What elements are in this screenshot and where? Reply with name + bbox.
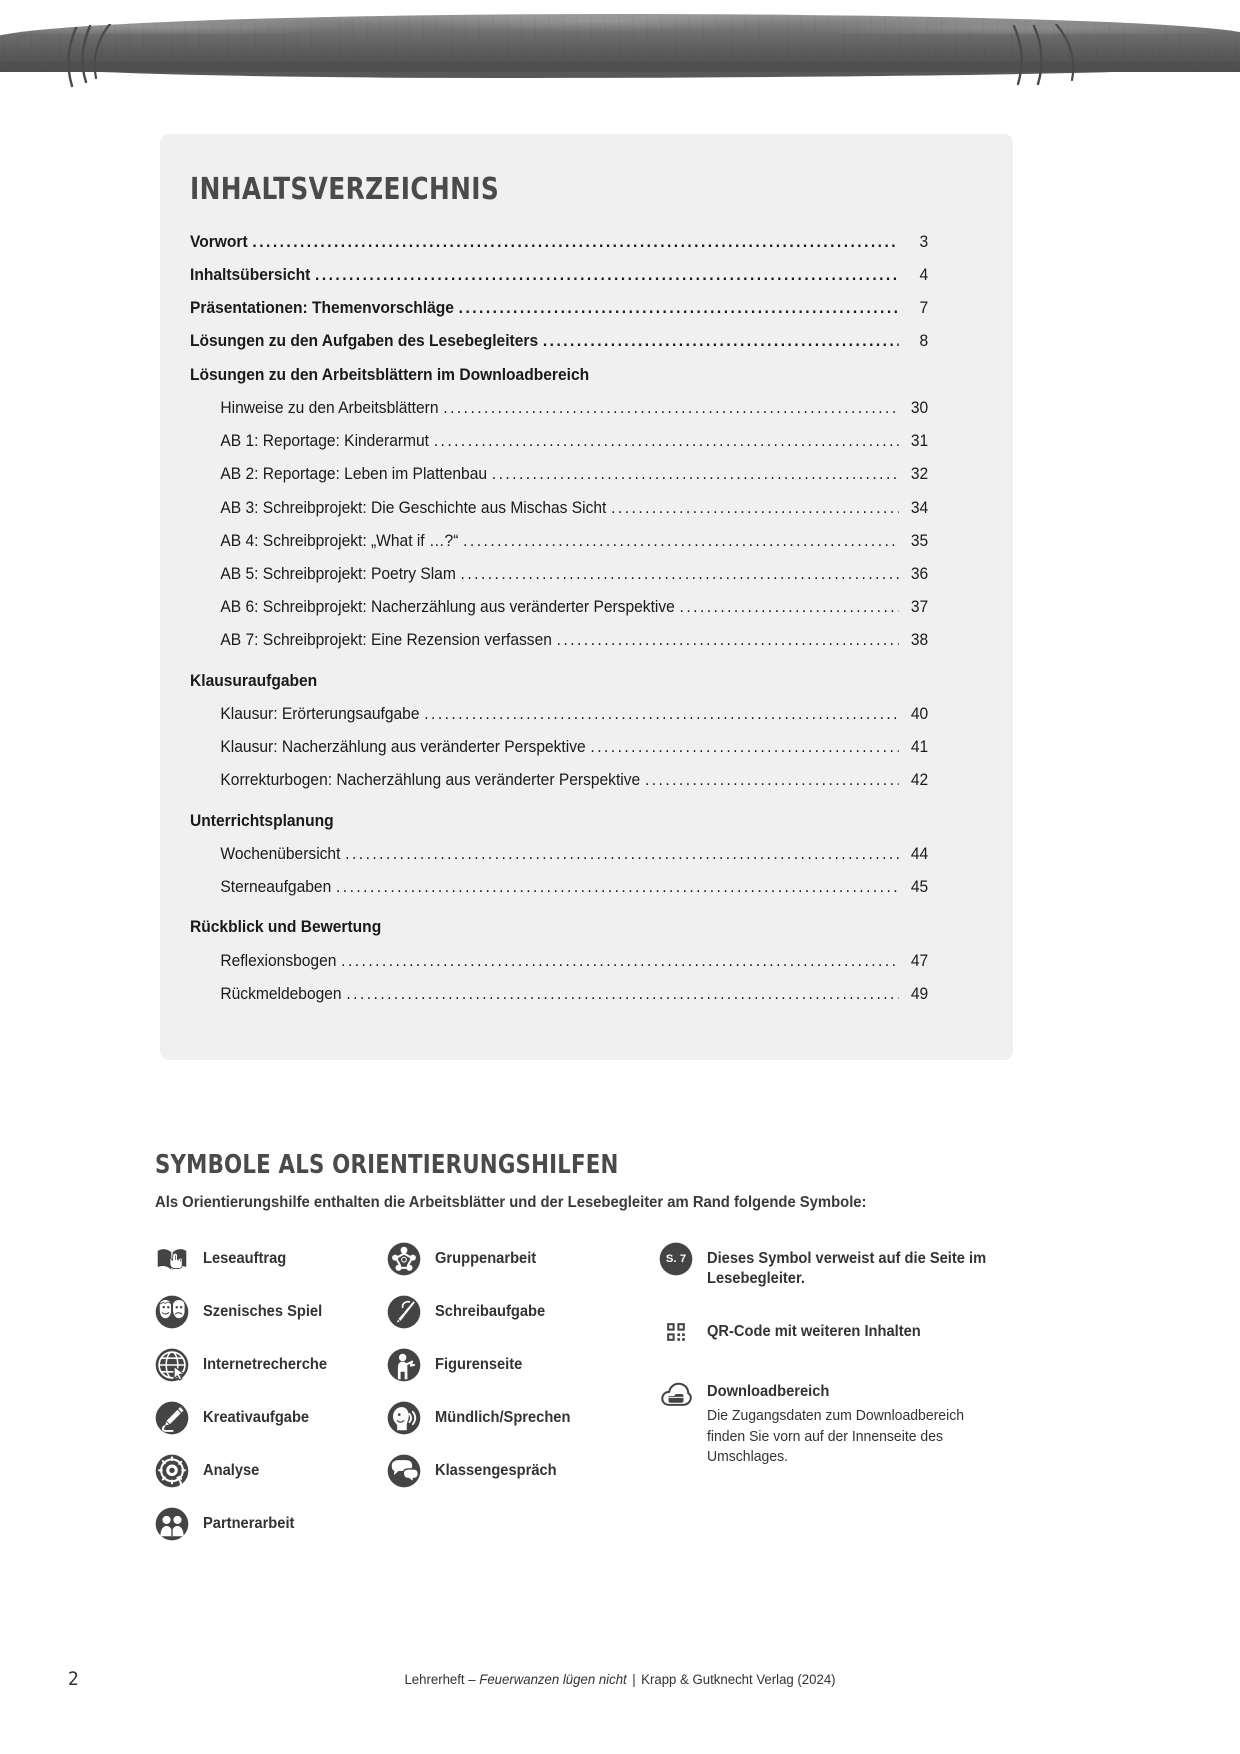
toc-entry-page-number: 45 bbox=[910, 877, 929, 896]
cloud-download-icon bbox=[659, 1379, 693, 1413]
symbols-column-1 bbox=[155, 1242, 387, 1560]
toc-entry-label: Lösungen zu den Aufgaben des Lesebegleiters bbox=[190, 332, 539, 351]
theatre-masks-icon bbox=[155, 1295, 189, 1329]
symbol-legend-item bbox=[387, 1295, 659, 1333]
toc-entry-page-number: 44 bbox=[910, 844, 929, 863]
pencil-icon bbox=[155, 1401, 189, 1435]
footer-credit-separator: | bbox=[628, 1672, 640, 1688]
symbol-legend-label: Leseauftrag bbox=[203, 1250, 287, 1267]
symbol-legend-label: Szenisches Spiel bbox=[203, 1303, 323, 1320]
toc-entry-page-number: 47 bbox=[910, 951, 929, 970]
page-reference-badge bbox=[659, 1242, 693, 1276]
toc-leader-dots bbox=[336, 876, 899, 892]
page-title: INHALTSVERZEICHNIS bbox=[190, 172, 500, 207]
toc-entry-label: AB 3: Schreibprojekt: Die Geschichte aus Mischas Sicht bbox=[220, 498, 607, 517]
toc-entry-label: Korrekturbogen: Nacherzählung aus veränderter Perspektive bbox=[220, 771, 641, 790]
footer-credit-prefix: Lehrerheft – bbox=[404, 1672, 480, 1688]
symbol-legend-item bbox=[659, 1315, 999, 1353]
toc-entry[interactable] bbox=[190, 530, 928, 552]
toc-entry[interactable] bbox=[190, 264, 928, 286]
symbol-legend-label: Internetrecherche bbox=[203, 1356, 328, 1373]
toc-entry[interactable] bbox=[190, 950, 928, 972]
group-people-icon bbox=[387, 1242, 421, 1276]
toc-leader-dots bbox=[557, 629, 899, 645]
toc-leader-dots bbox=[252, 231, 898, 247]
symbol-legend-item bbox=[155, 1242, 387, 1280]
toc-entry-page-number: 3 bbox=[919, 233, 929, 251]
toc-entry[interactable] bbox=[190, 669, 928, 692]
toc-entry-page-number: 30 bbox=[910, 399, 929, 418]
toc-entry-label: Klausur: Nacherzählung aus veränderter Perspektive bbox=[220, 737, 586, 756]
toc-entry[interactable] bbox=[190, 629, 928, 651]
toc-entry-label: Präsentationen: Themenvorschläge bbox=[190, 299, 454, 318]
toc-entry-label: Lösungen zu den Arbeitsblättern im Downloadbereich bbox=[190, 365, 590, 384]
toc-entry[interactable] bbox=[190, 596, 928, 618]
toc-entry-label: AB 2: Reportage: Leben im Plattenbau bbox=[220, 465, 488, 484]
toc-leader-dots bbox=[386, 916, 899, 932]
toc-entry[interactable] bbox=[190, 231, 928, 253]
toc-leader-dots bbox=[443, 397, 898, 413]
symbol-legend-item bbox=[387, 1242, 659, 1280]
toc-entry-page-number: 37 bbox=[910, 597, 929, 616]
toc-entry-page-number: 49 bbox=[910, 984, 929, 1003]
toc-entry[interactable] bbox=[190, 843, 928, 865]
toc-entry-label: Hinweise zu den Arbeitsblättern bbox=[220, 399, 439, 418]
symbol-legend-label: Partnerarbeit bbox=[203, 1515, 295, 1532]
symbol-legend-text-block bbox=[707, 1379, 999, 1468]
toc-leader-dots bbox=[345, 843, 899, 859]
toc-entry[interactable] bbox=[190, 769, 928, 791]
toc-entry[interactable] bbox=[190, 297, 928, 319]
footer-credit-title: Feuerwanzen lügen nicht bbox=[479, 1672, 627, 1688]
symbol-legend-label: Kreativaufgabe bbox=[203, 1409, 310, 1426]
toc-entry-label: AB 1: Reportage: Kinderarmut bbox=[220, 432, 429, 451]
toc-leader-dots bbox=[341, 950, 899, 966]
symbol-legend-label: QR-Code mit weiteren Inhalten bbox=[707, 1323, 921, 1341]
standing-figure-icon bbox=[387, 1348, 421, 1382]
fountain-pen-icon bbox=[387, 1295, 421, 1329]
symbol-legend-item bbox=[155, 1348, 387, 1386]
symbol-legend-label: Dieses Symbol verweist auf die Seite im Lesebegleiter. bbox=[707, 1250, 987, 1288]
toc-leader-dots bbox=[338, 809, 898, 825]
toc-leader-dots bbox=[590, 736, 898, 752]
toc-leader-dots bbox=[322, 669, 899, 685]
toc-entry-label: AB 5: Schreibprojekt: Poetry Slam bbox=[220, 564, 456, 583]
toc-entry-page-number: 38 bbox=[910, 631, 929, 650]
symbol-legend-item bbox=[155, 1507, 387, 1545]
toc-entry[interactable] bbox=[190, 809, 928, 832]
symbols-column-3 bbox=[659, 1242, 999, 1560]
two-people-icon bbox=[155, 1507, 189, 1541]
toc-entry-label: Klausuraufgaben bbox=[190, 671, 318, 690]
toc-entry-label: Reflexionsbogen bbox=[220, 951, 337, 970]
symbols-heading: SYMBOLE ALS ORIENTIERUNGSHILFEN bbox=[155, 1150, 619, 1180]
toc-entry[interactable] bbox=[190, 916, 928, 939]
toc-entry-label: Sterneaufgaben bbox=[220, 877, 332, 896]
symbol-legend-item bbox=[387, 1348, 659, 1386]
toc-leader-dots bbox=[680, 596, 899, 612]
symbol-legend-item bbox=[155, 1454, 387, 1492]
toc-entry-page-number: 32 bbox=[910, 465, 929, 484]
gear-target-icon bbox=[155, 1454, 189, 1488]
toc-leader-dots bbox=[315, 264, 899, 280]
symbol-legend-label: Downloadbereich bbox=[707, 1383, 830, 1401]
book-hand-icon bbox=[155, 1242, 189, 1276]
speaking-head-icon bbox=[387, 1401, 421, 1435]
symbols-column-2 bbox=[387, 1242, 659, 1560]
toc-leader-dots bbox=[645, 769, 899, 785]
page-footer bbox=[0, 1668, 1240, 1698]
toc-entry-label: Klausur: Erörterungsaufgabe bbox=[220, 704, 420, 723]
toc-entry-label: Rückmeldebogen bbox=[220, 984, 342, 1003]
toc-entry-page-number: 34 bbox=[910, 498, 929, 517]
toc-entry-page-number: 8 bbox=[919, 332, 929, 351]
toc-entry[interactable] bbox=[190, 463, 928, 485]
toc-entry-label: AB 6: Schreibprojekt: Nacherzählung aus veränderter Perspektive bbox=[220, 597, 675, 616]
symbol-legend-item bbox=[387, 1454, 659, 1492]
toc-entry[interactable] bbox=[190, 703, 928, 725]
toc-entry-label: Vorwort bbox=[190, 233, 248, 251]
toc-entry-page-number: 4 bbox=[919, 266, 929, 285]
toc-leader-dots bbox=[434, 430, 899, 446]
toc-entry-label: AB 7: Schreibprojekt: Eine Rezension verfassen bbox=[220, 631, 552, 650]
symbol-legend-label: Gruppenarbeit bbox=[435, 1250, 537, 1267]
globe-cursor-icon bbox=[155, 1348, 189, 1382]
toc-leader-dots bbox=[543, 330, 899, 346]
symbol-legend-label: Figurenseite bbox=[435, 1356, 523, 1373]
symbol-legend-description: Die Zugangsdaten zum Downloadbereich finden Sie vorn auf der Innenseite des Umschlages. bbox=[707, 1408, 965, 1466]
toc-entry[interactable] bbox=[190, 876, 928, 898]
footer-credit-publisher: Krapp & Gutknecht Verlag (2024) bbox=[641, 1672, 836, 1688]
symbol-legend-label: Analyse bbox=[203, 1462, 260, 1479]
toc-leader-dots bbox=[459, 297, 899, 313]
toc-leader-dots bbox=[594, 364, 899, 380]
qr-code-icon bbox=[659, 1315, 693, 1349]
toc-entry-label: Wochenübersicht bbox=[220, 844, 341, 863]
symbols-subtitle: Als Orientierungshilfe enthalten die Arbeitsblätter und der Lesebegleiter am Rand folgende Symbole: bbox=[155, 1194, 867, 1211]
toc-entry-page-number: 35 bbox=[910, 531, 929, 550]
toc-entry-page-number: 7 bbox=[919, 299, 929, 318]
symbols-columns bbox=[155, 1242, 1035, 1560]
toc-entry[interactable] bbox=[190, 497, 928, 519]
footer-credit bbox=[43, 1672, 1196, 1688]
toc-entry[interactable] bbox=[190, 563, 928, 585]
table-of-contents-card bbox=[160, 134, 1013, 1060]
toc-entry-page-number: 31 bbox=[910, 432, 929, 451]
speech-bubbles-icon bbox=[387, 1454, 421, 1488]
symbol-legend-item bbox=[155, 1401, 387, 1439]
symbol-legend-item bbox=[659, 1242, 999, 1289]
toc-entry-label: Unterrichtsplanung bbox=[190, 811, 334, 830]
toc-leader-dots bbox=[461, 563, 899, 579]
toc-entry-label: Inhaltsübersicht bbox=[190, 266, 311, 285]
symbol-legend-item bbox=[155, 1295, 387, 1333]
symbol-legend-label: Klassengespräch bbox=[435, 1462, 557, 1479]
toc-list bbox=[190, 231, 967, 1005]
toc-entry-label: AB 4: Schreibprojekt: „What if …?“ bbox=[220, 531, 459, 550]
toc-entry-page-number: 42 bbox=[910, 771, 929, 790]
toc-entry-page-number: 40 bbox=[910, 704, 929, 723]
symbol-legend-item bbox=[387, 1401, 659, 1439]
symbol-legend-label: Schreibaufgabe bbox=[435, 1303, 546, 1320]
toc-entry[interactable] bbox=[190, 430, 928, 452]
toc-entry-page-number: 36 bbox=[910, 564, 929, 583]
symbols-section bbox=[155, 1150, 1035, 1560]
toc-leader-dots bbox=[424, 703, 898, 719]
toc-entry[interactable] bbox=[190, 736, 928, 758]
toc-entry[interactable] bbox=[190, 330, 928, 352]
symbol-legend-item bbox=[659, 1379, 999, 1468]
toc-entry[interactable] bbox=[190, 364, 928, 387]
toc-entry[interactable] bbox=[190, 397, 928, 419]
toc-leader-dots bbox=[492, 463, 899, 479]
toc-entry-label: Rückblick und Bewertung bbox=[190, 918, 382, 937]
toc-entry-page-number: 41 bbox=[910, 737, 929, 756]
toc-leader-dots bbox=[463, 530, 899, 546]
toc-entry[interactable] bbox=[190, 983, 928, 1005]
symbol-legend-label: Mündlich/Sprechen bbox=[435, 1409, 571, 1426]
toc-leader-dots bbox=[346, 983, 898, 999]
page-reference-badge-label: S. 7 bbox=[665, 1253, 687, 1265]
footer-page-number: 2 bbox=[68, 1668, 79, 1690]
toc-leader-dots bbox=[611, 497, 899, 513]
